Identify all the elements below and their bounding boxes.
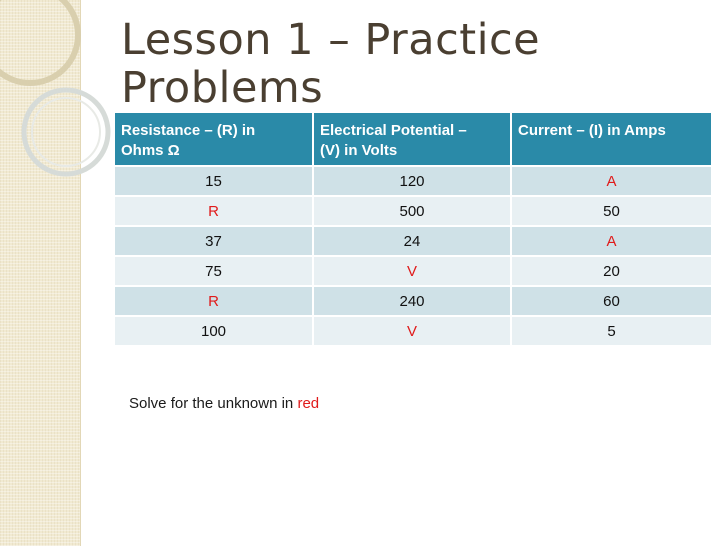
header-potential-line-2: (V) in Volts <box>320 142 398 159</box>
cell-resistance: 37 <box>115 226 313 256</box>
instruction-highlight: red <box>297 395 320 412</box>
header-resistance <box>115 113 313 166</box>
decorative-circle-lower <box>24 90 108 174</box>
cell-potential-unknown: V <box>313 316 511 345</box>
instruction-main: Solve for the unknown in <box>129 395 294 412</box>
cell-potential: 500 <box>313 196 511 226</box>
practice-problems-table <box>115 113 711 345</box>
table-row <box>115 196 711 226</box>
cell-potential-unknown: V <box>313 256 511 286</box>
cell-resistance: 100 <box>115 316 313 345</box>
slide-title-line-1: Lesson 1 – Practice <box>121 15 541 65</box>
header-potential <box>313 113 511 166</box>
cell-resistance: 15 <box>115 166 313 196</box>
cell-potential: 120 <box>313 166 511 196</box>
cell-potential: 24 <box>313 226 511 256</box>
table-row <box>115 256 711 286</box>
cell-current: 60 <box>511 286 711 316</box>
table-header-row <box>115 113 711 166</box>
cell-resistance: 75 <box>115 256 313 286</box>
slide-title-line-2: Problems <box>121 63 324 113</box>
header-current <box>511 113 711 166</box>
cell-current: 5 <box>511 316 711 345</box>
decorative-circle-upper <box>0 0 78 83</box>
cell-current-unknown: A <box>511 226 711 256</box>
cell-current: 20 <box>511 256 711 286</box>
cell-current-unknown: A <box>511 166 711 196</box>
cell-potential: 240 <box>313 286 511 316</box>
header-potential-line-1: Electrical Potential – <box>320 122 467 139</box>
slide-title <box>121 16 681 112</box>
header-current-line-1: Current – (I) in Amps <box>518 122 666 139</box>
header-resistance-line-1: Resistance – (R) in <box>121 122 256 139</box>
table-row <box>115 316 711 345</box>
instruction-text <box>129 395 319 412</box>
cell-current: 50 <box>511 196 711 226</box>
header-resistance-line-2: Ohms Ω <box>121 142 180 159</box>
table-row <box>115 226 711 256</box>
cell-resistance-unknown: R <box>115 286 313 316</box>
table-row <box>115 166 711 196</box>
table-row <box>115 286 711 316</box>
decorative-circle-lower-inner <box>32 98 100 166</box>
cell-resistance-unknown: R <box>115 196 313 226</box>
